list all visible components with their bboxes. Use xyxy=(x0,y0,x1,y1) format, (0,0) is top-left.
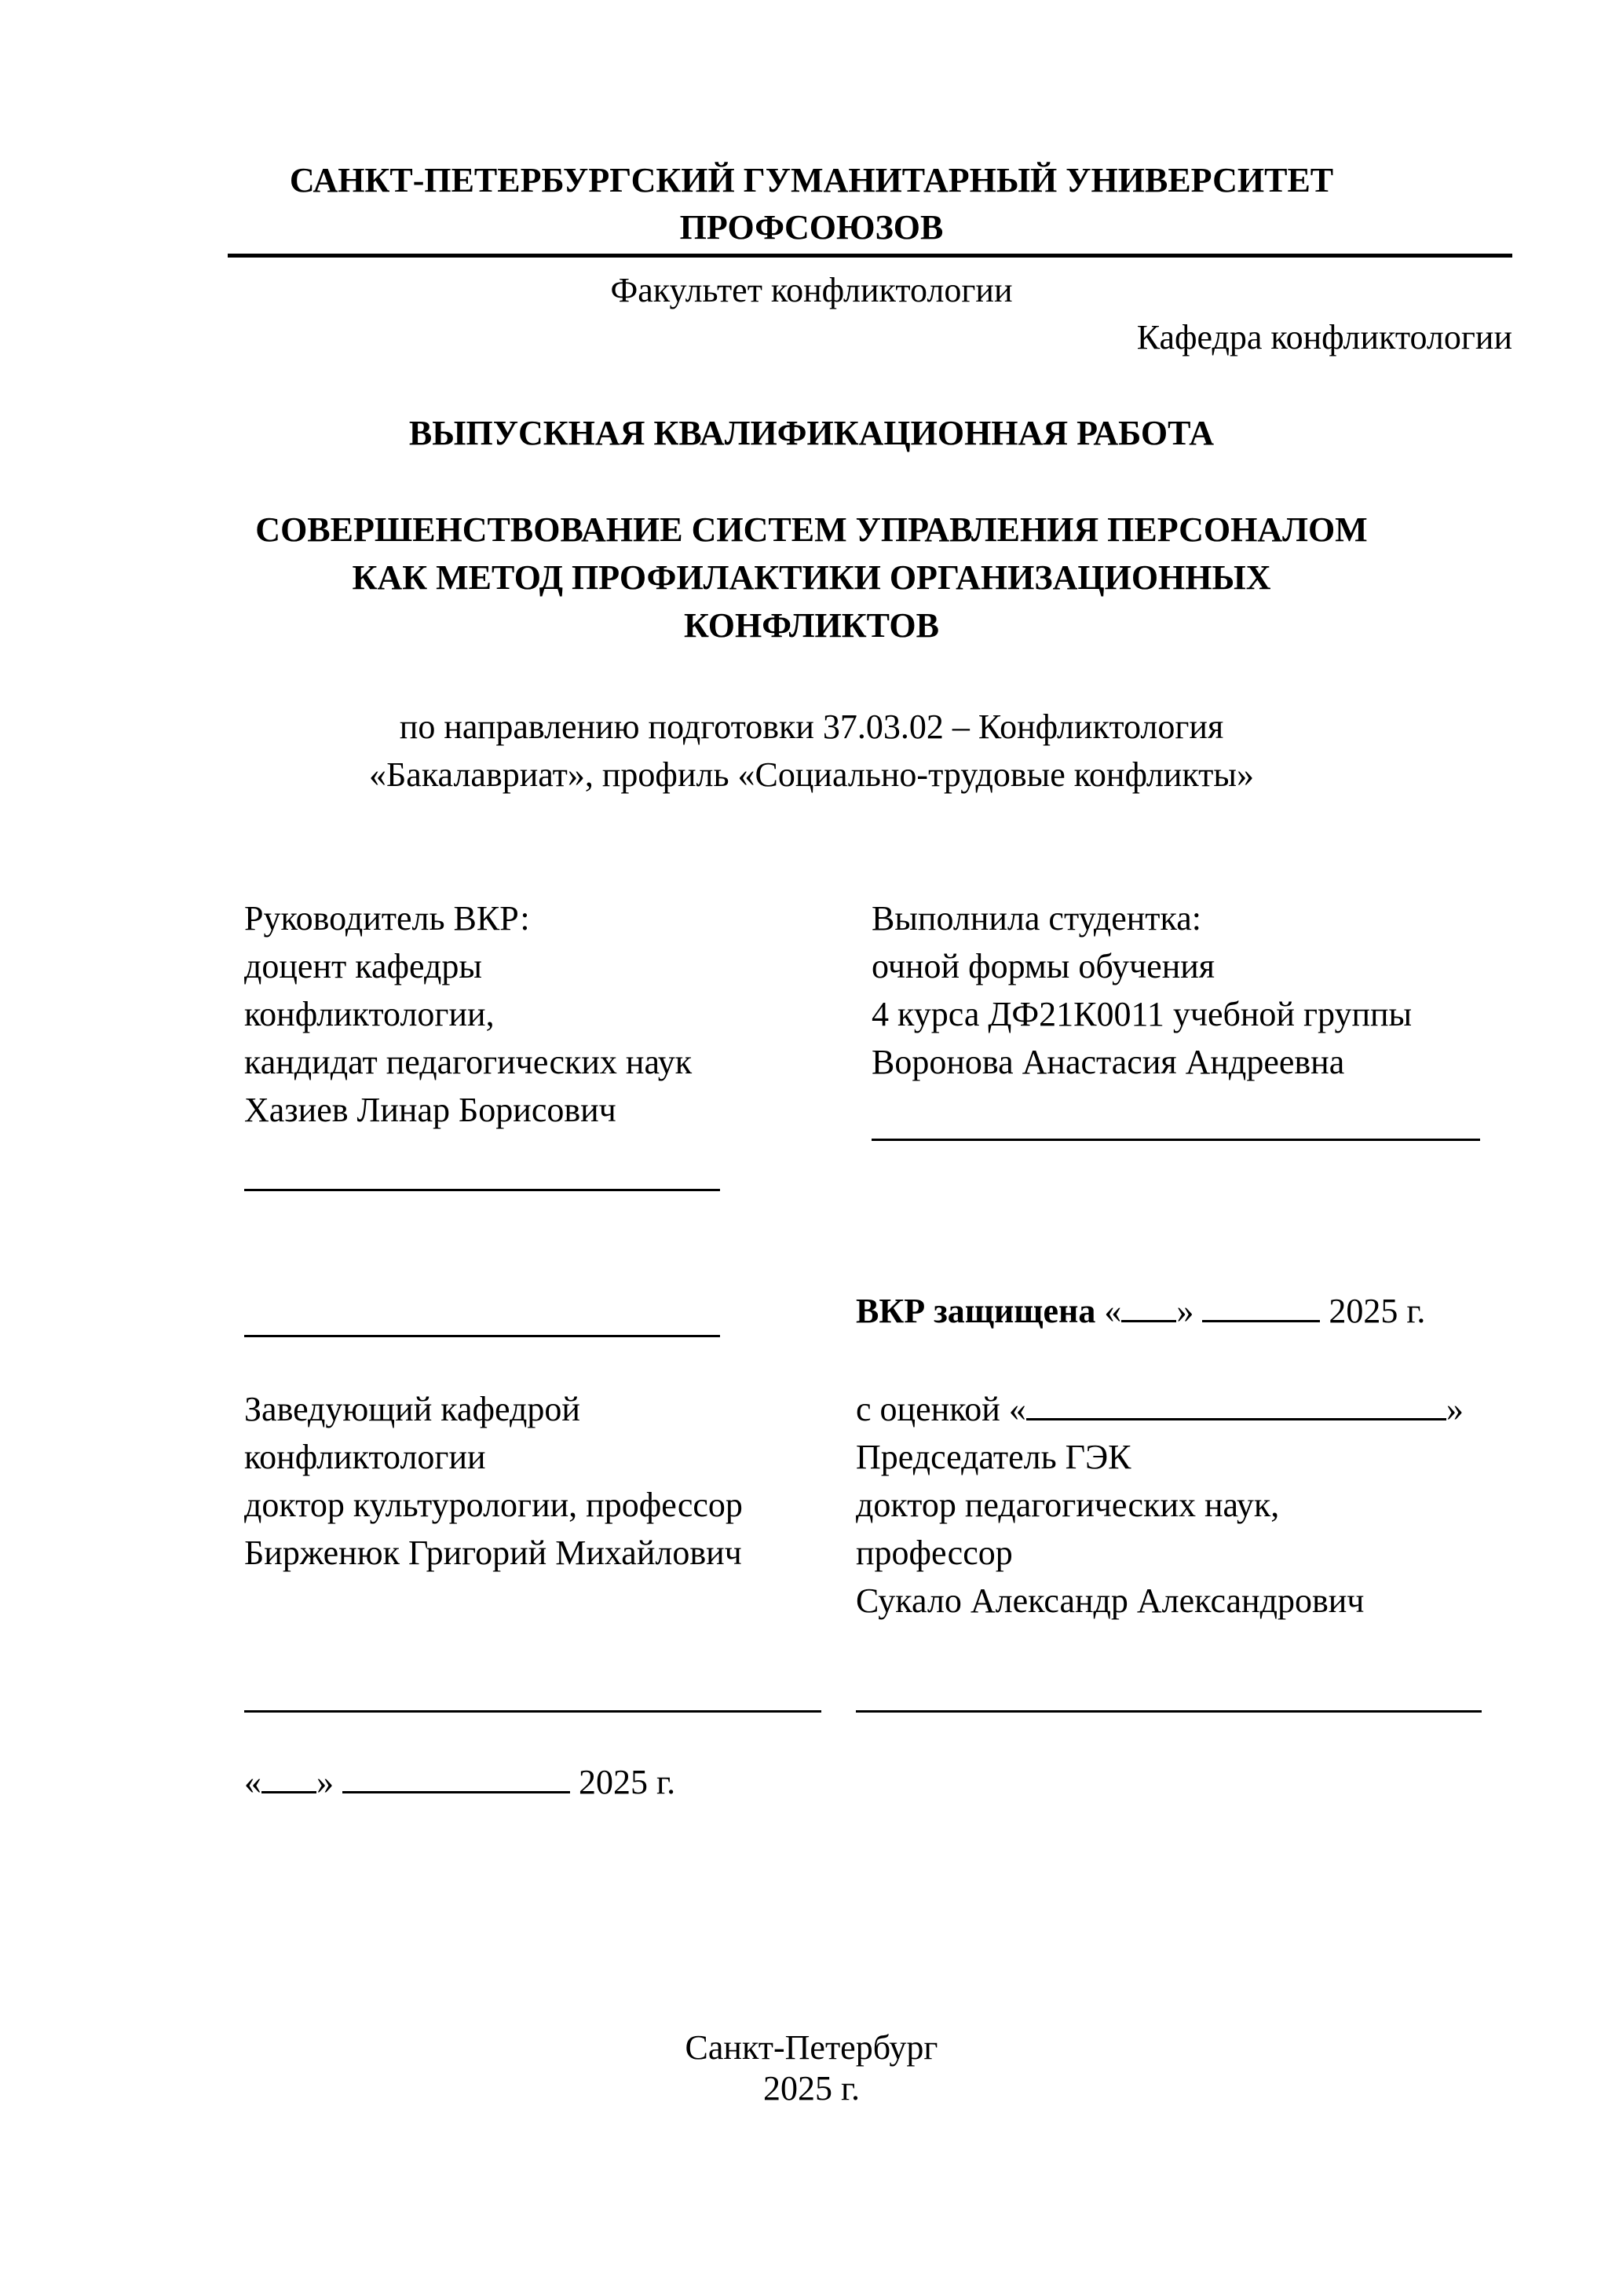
supervisor-position: доцент кафедры xyxy=(244,947,482,985)
work-type: ВЫПУСКНАЯ КВАЛИФИКАЦИОННАЯ РАБОТА xyxy=(408,414,1215,452)
faculty-name: Факультет конфликтологии xyxy=(610,271,1013,309)
topic-line-1: СОВЕРШЕНСТВОВАНИЕ СИСТЕМ УПРАВЛЕНИЯ ПЕРСОНАЛОМ xyxy=(255,510,1368,549)
grade-blank xyxy=(1026,1387,1446,1420)
grade-line xyxy=(856,1386,1464,1433)
defense-year: 2025 г. xyxy=(1329,1292,1426,1330)
supervisor-label: Руководитель ВКР: xyxy=(244,899,530,938)
grade-suffix: » xyxy=(1446,1390,1464,1428)
chair-degree: доктор педагогических наук, xyxy=(856,1486,1280,1524)
student-group: 4 курса ДФ21К0011 учебной группы xyxy=(872,995,1413,1033)
defense-close-quote: » xyxy=(1176,1292,1194,1330)
student-label: Выполнила студентка: xyxy=(872,899,1201,938)
supervisor-department: конфликтологии, xyxy=(244,995,495,1033)
student-study-form: очной формы обучения xyxy=(872,947,1215,985)
defense-open-quote: « xyxy=(1104,1292,1122,1330)
supervisor-review-signature-line xyxy=(244,1335,720,1337)
department-name: Кафедра конфликтологии xyxy=(1136,318,1512,356)
topic-line-2: КАК МЕТОД ПРОФИЛАКТИКИ ОРГАНИЗАЦИОННЫХ xyxy=(352,558,1271,597)
footer-year: 2025 г. xyxy=(762,2069,861,2108)
defense-day-blank xyxy=(1121,1289,1176,1322)
head-name: Бирженюк Григорий Михайлович xyxy=(244,1534,742,1572)
supervisor-degree: кандидат педагогических наук xyxy=(244,1043,693,1081)
student-name: Воронова Анастасия Андреевна xyxy=(872,1043,1345,1081)
supervisor-signature-line xyxy=(244,1189,720,1191)
chair-title: Председатель ГЭК xyxy=(856,1438,1131,1476)
date-year: 2025 г. xyxy=(579,1763,676,1801)
head-degree: доктор культурологии, профессор xyxy=(244,1486,743,1524)
defense-label: ВКР защищена xyxy=(856,1292,1096,1330)
header-divider xyxy=(228,254,1512,258)
chair-name: Сукало Александр Александрович xyxy=(856,1581,1365,1620)
defense-date-line xyxy=(856,1288,1425,1335)
head-title: Заведующий кафедрой xyxy=(244,1390,580,1428)
defense-month-blank xyxy=(1202,1289,1320,1322)
grade-prefix: с оценкой « xyxy=(856,1390,1026,1428)
direction-line-2: «Бакалавриат», профиль «Социально-трудовые конфликты» xyxy=(369,755,1254,794)
head-department: конфликтологии xyxy=(244,1438,486,1476)
supervisor-name: Хазиев Линар Борисович xyxy=(244,1091,616,1129)
footer-city: Санкт-Петербург xyxy=(685,2028,938,2067)
university-name-line2: ПРОФСОЮЗОВ xyxy=(679,208,944,247)
topic-line-3: КОНФЛИКТОВ xyxy=(684,606,939,645)
chair-signature-line xyxy=(856,1710,1482,1713)
date-close-quote: » xyxy=(316,1763,334,1801)
date-day-blank xyxy=(261,1760,316,1793)
student-signature-line xyxy=(872,1139,1480,1141)
direction-line-1: по направлению подготовки 37.03.02 – Конфликтология xyxy=(399,707,1224,746)
date-open-quote: « xyxy=(244,1763,261,1801)
university-name-line1: САНКТ-ПЕТЕРБУРГСКИЙ ГУМАНИТАРНЫЙ УНИВЕРСИТЕТ xyxy=(289,161,1334,199)
chair-rank: профессор xyxy=(856,1534,1013,1572)
date-month-blank xyxy=(342,1760,570,1793)
approval-date-line xyxy=(244,1759,675,1806)
head-signature-line xyxy=(244,1710,821,1713)
